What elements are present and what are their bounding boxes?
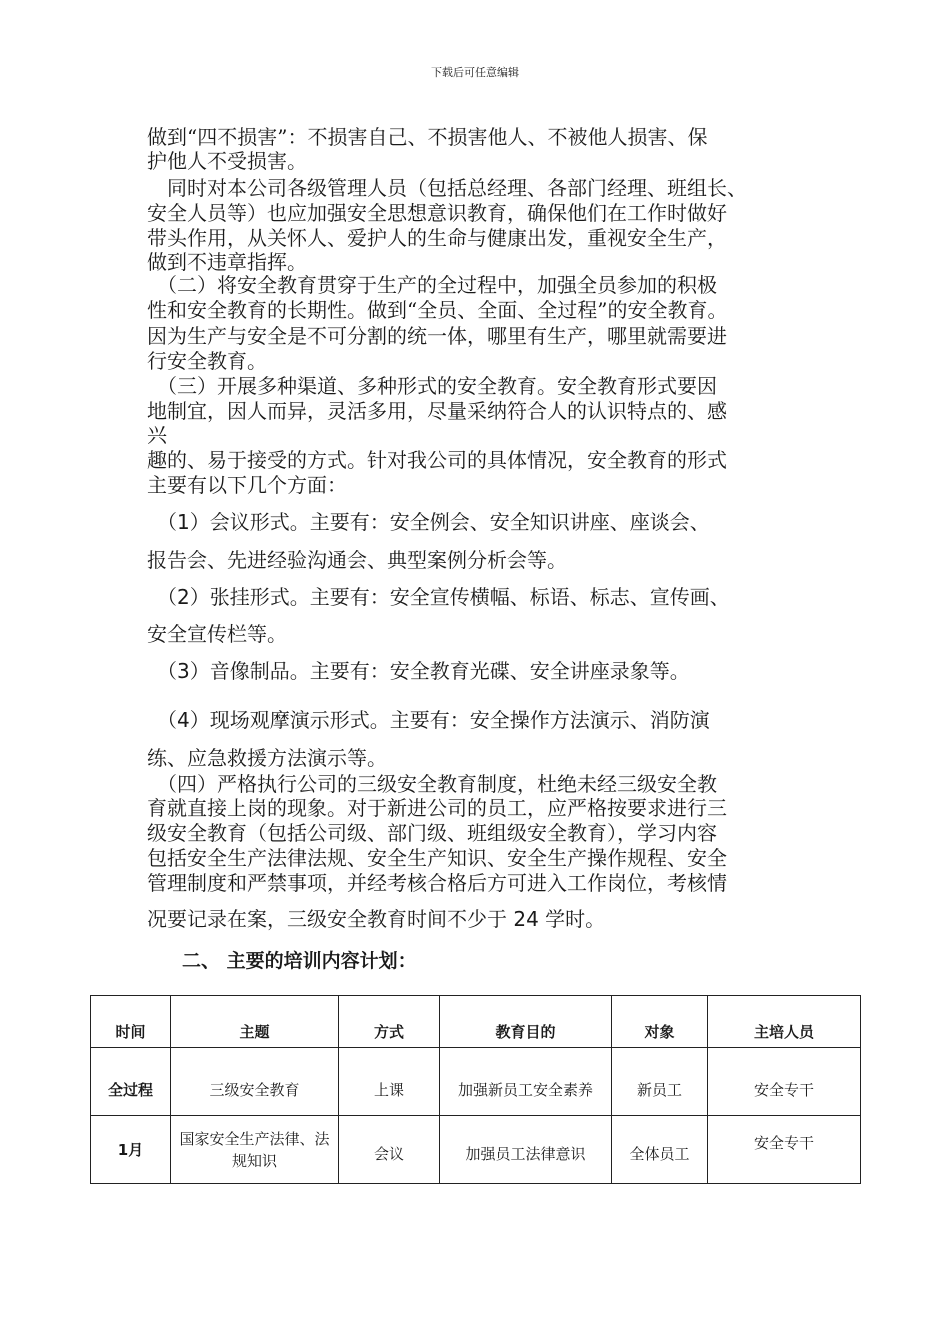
paragraph-line: 带头作用，从关怀人、爱护人的生命与健康出发，重视安全生产， xyxy=(147,226,727,250)
paragraph-line: 地制宜，因人而异，灵活多用，尽量采纳符合人的认识特点的、感 xyxy=(147,399,727,423)
table-row xyxy=(91,1116,861,1184)
paragraph-line: 做到不违章指挥。 xyxy=(147,250,307,274)
header-cell: 时间 xyxy=(91,996,171,1048)
header-cell: 教育目的 xyxy=(440,996,612,1048)
header-cell: 主培人员 xyxy=(708,996,861,1048)
paragraph-line: 做到“四不损害”：不损害自己、不损害他人、不被他人损害、保 xyxy=(147,125,708,149)
paragraph-line: 主要有以下几个方面： xyxy=(147,473,347,497)
header-cell: 主题 xyxy=(171,996,339,1048)
paragraph-line: （四）严格执行公司的三级安全教育制度，杜绝未经三级安全教 xyxy=(147,772,717,796)
table-cell: 加强新员工安全素养 xyxy=(440,1048,612,1116)
table-cell: 全体员工 xyxy=(612,1116,708,1184)
table-header-row xyxy=(91,996,861,1048)
paragraph-line: 因为生产与安全是不可分割的统一体，哪里有生产，哪里就需要进 xyxy=(147,324,727,348)
paragraph-line: （二）将安全教育贯穿于生产的全过程中，加强全员参加的积极 xyxy=(147,273,717,297)
paragraph-line: 级安全教育（包括公司级、部门级、班组级安全教育），学习内容 xyxy=(147,821,717,845)
header-cell: 对象 xyxy=(612,996,708,1048)
paragraph-line: （1）会议形式。主要有：安全例会、安全知识讲座、座谈会、 xyxy=(147,510,710,534)
paragraph-line: 护他人不受损害。 xyxy=(147,149,307,173)
page-header: 下载后可任意编辑 xyxy=(431,66,519,79)
paragraph-line: 趣的、易于接受的方式。针对我公司的具体情况，安全教育的形式 xyxy=(147,448,727,472)
paragraph-line: 育就直接上岗的现象。对于新进公司的员工，应严格按要求进行三 xyxy=(147,796,727,820)
paragraph-line: 安全人员等）也应加强安全思想意识教育，确保他们在工作时做好 xyxy=(147,201,727,225)
paragraph-line: 同时对本公司各级管理人员（包括总经理、各部门经理、班组长、 xyxy=(147,176,747,200)
table-row xyxy=(91,1048,861,1116)
table-cell: 上课 xyxy=(339,1048,440,1116)
paragraph-line: 况要记录在案，三级安全教育时间不少于 24 学时。 xyxy=(147,907,606,931)
header-cell: 方式 xyxy=(339,996,440,1048)
table-cell: 1月 xyxy=(91,1116,171,1184)
paragraph-line: 练、应急救援方法演示等。 xyxy=(147,746,387,770)
paragraph-line: （3）音像制品。主要有：安全教育光碟、安全讲座录象等。 xyxy=(147,659,690,683)
paragraph-line: （4）现场观摩演示形式。主要有：安全操作方法演示、消防演 xyxy=(147,708,710,732)
table-cell: 会议 xyxy=(339,1116,440,1184)
table-cell: 安全专干 xyxy=(708,1116,861,1184)
table-cell: 新员工 xyxy=(612,1048,708,1116)
paragraph-line: （三）开展多种渠道、多种形式的安全教育。安全教育形式要因 xyxy=(147,374,717,398)
table-cell: 三级安全教育 xyxy=(171,1048,339,1116)
table-cell: 加强员工法律意识 xyxy=(440,1116,612,1184)
paragraph-line: 管理制度和严禁事项，并经考核合格后方可进入工作岗位，考核情 xyxy=(147,871,727,895)
paragraph-line: 性和安全教育的长期性。做到“全员、全面、全过程”的安全教育。 xyxy=(147,298,728,322)
table-cell: 全过程 xyxy=(91,1048,171,1116)
paragraph-line: 行安全教育。 xyxy=(147,349,267,373)
paragraph-line: 兴 xyxy=(147,423,167,447)
paragraph-line: （2）张挂形式。主要有：安全宣传横幅、标语、标志、宣传画、 xyxy=(147,585,730,609)
paragraph-line: 安全宣传栏等。 xyxy=(147,622,287,646)
paragraph-line: 报告会、先进经验沟通会、典型案例分析会等。 xyxy=(147,548,567,572)
table-cell: 安全专干 xyxy=(708,1048,861,1116)
training-plan-table xyxy=(90,995,861,1184)
paragraph-line: 包括安全生产法律法规、安全生产知识、安全生产操作规程、安全 xyxy=(147,846,727,870)
table-cell: 国家安全生产法律、法规知识 xyxy=(171,1116,339,1184)
section-title: 二、 主要的培训内容计划： xyxy=(182,950,417,972)
